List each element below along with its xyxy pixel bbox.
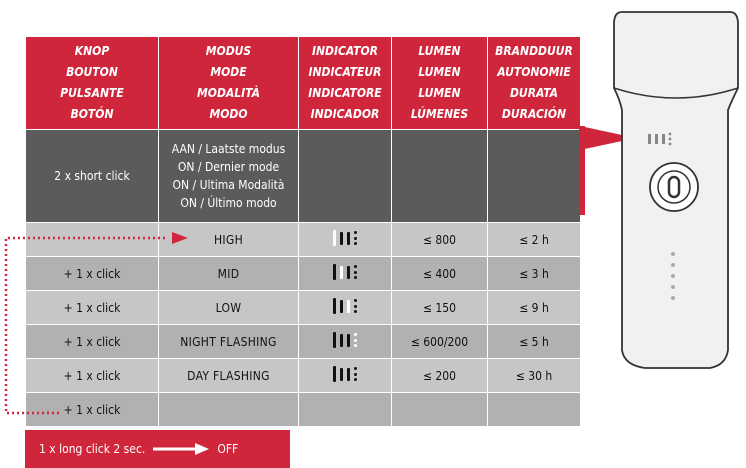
on-mode-cell: AAN / Laatste modus ON / Dernier mode ON / Ultima Modalità ON / Último modo xyxy=(159,130,299,223)
duration-cell: ≤ 30 h xyxy=(488,359,581,393)
cycle-arrow-icon xyxy=(172,232,188,244)
off-bar-right: OFF xyxy=(217,442,239,456)
lumen-cell: ≤ 200 xyxy=(392,359,488,393)
button-cell: + 1 x click xyxy=(26,257,159,291)
header-lumen: LUMEN LUMEN LUMEN LÚMENES xyxy=(392,37,488,130)
mode-cell: HIGH xyxy=(159,223,299,257)
lumen-cell: ≤ 150 xyxy=(392,291,488,325)
duration-cell: ≤ 3 h xyxy=(488,257,581,291)
on-button-cell: 2 x short click xyxy=(26,130,159,223)
bike-light-device xyxy=(614,12,738,368)
mode-cell: MID xyxy=(159,257,299,291)
button-cell: + 1 x click xyxy=(26,325,159,359)
duration-cell: ≤ 2 h xyxy=(488,223,581,257)
mode-cell: DAY FLASHING xyxy=(159,359,299,393)
duration-cell: ≤ 5 h xyxy=(488,325,581,359)
header-mode: MODUS MODE MODALITÀ MODO xyxy=(159,37,299,130)
lumen-cell: ≤ 800 xyxy=(392,223,488,257)
mode-cell: LOW xyxy=(159,291,299,325)
callout-bar xyxy=(579,126,585,215)
duration-cell: ≤ 9 h xyxy=(488,291,581,325)
header-duration: BRANDDUUR AUTONOMIE DURATA DURACIÓN xyxy=(488,37,581,130)
header-button: KNOP BOUTON PULSANTE BOTÓN xyxy=(26,37,159,130)
button-cell: + 1 x click xyxy=(26,393,159,427)
header-indicator: INDICATOR INDICATEUR INDICATORE INDICADOR xyxy=(299,37,392,130)
lumen-cell: ≤ 400 xyxy=(392,257,488,291)
button-cell: + 1 x click xyxy=(26,291,159,325)
button-cell: + 1 x click xyxy=(26,359,159,393)
off-bar-left: 1 x long click 2 sec. xyxy=(39,442,146,456)
lumen-cell: ≤ 600/200 xyxy=(392,325,488,359)
cycle-connector xyxy=(6,238,165,413)
mode-cell: NIGHT FLASHING xyxy=(159,325,299,359)
